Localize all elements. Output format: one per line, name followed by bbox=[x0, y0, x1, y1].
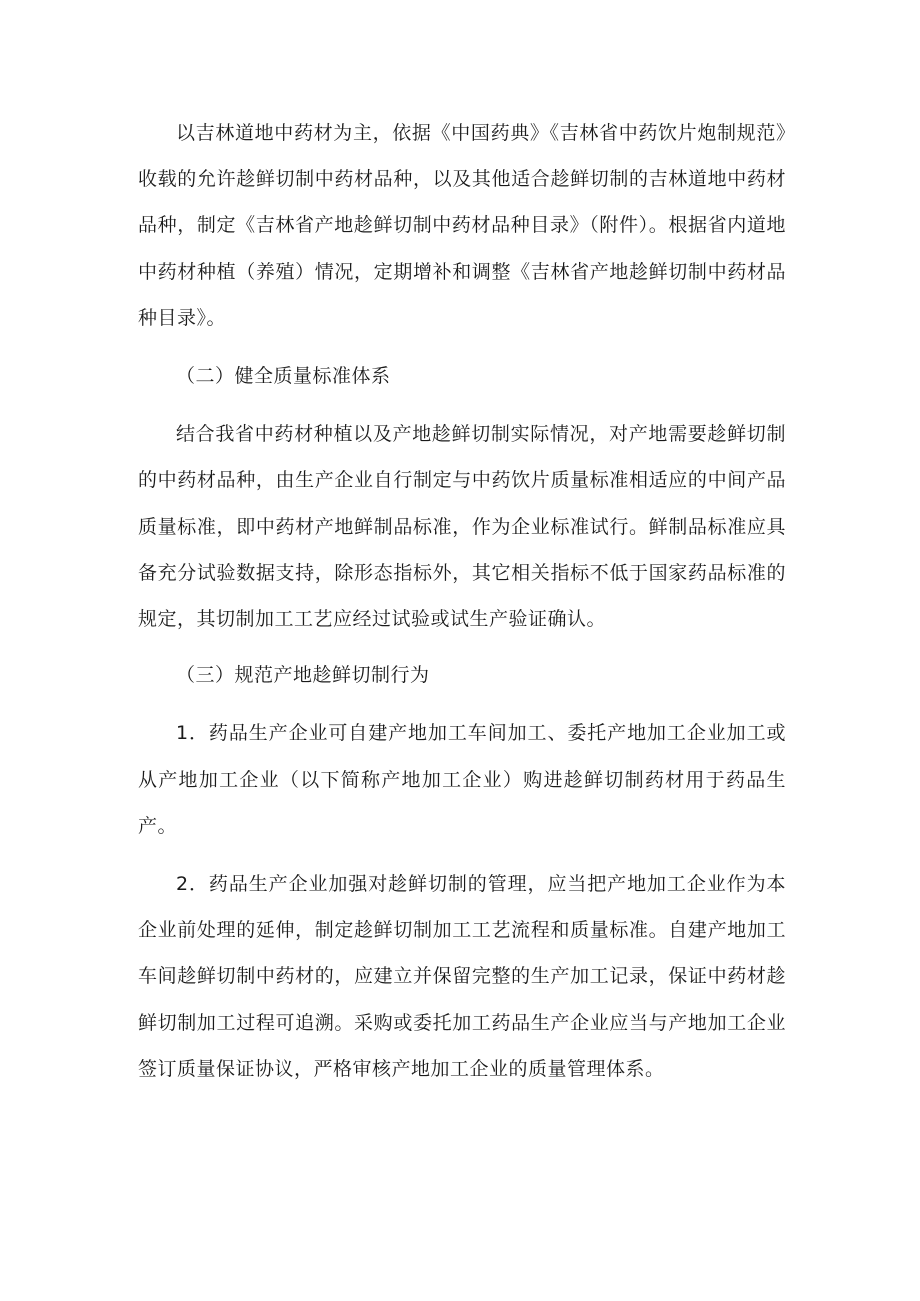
list-item-1: 1．药品生产企业可自建产地加工车间加工、委托产地加工企业加工或从产地加工企业（以下简称产地加工企业）购进趁鲜切制药材用于药品生产。 bbox=[138, 722, 786, 837]
section-heading-quality-standards: （二）健全质量标准体系 bbox=[176, 365, 391, 388]
paragraph-quality-standards: 结合我省中药材种植以及产地趁鲜切制实际情况，对产地需要趁鲜切制的中药材品种，由生产企业自行制定与中药饮片质量标准相适应的中间产品质量标准，即中药材产地鲜制品标准，作为企业标准试行。鲜制品标准应具备充分试验数据支持，除形态指标外，其它相关指标不低于国家药品标准的规定，其切制加工工艺应经过试验或试生产验证确认。 bbox=[138, 423, 786, 631]
list-item-2: 2．药品生产企业加强对趁鲜切制的管理，应当把产地加工企业作为本企业前处理的延伸，制定趁鲜切制加工工艺流程和质量标准。自建产地加工车间趁鲜切制中药材的，应建立并保留完整的生产加工记录，保证中药材趁鲜切制加工过程可追溯。采购或委托加工药品生产企业应当与产地加工企业签订质量保证协议，严格审核产地加工企业的质量管理体系。 bbox=[138, 873, 786, 1080]
section-heading-cutting-behavior: （三）规范产地趁鲜切制行为 bbox=[176, 664, 430, 687]
document-body bbox=[138, 110, 786, 1092]
paragraph-catalog: 以吉林道地中药材为主，依据《中国药典》《吉林省中药饮片炮制规范》收载的允许趁鲜切制中药材品种，以及其他适合趁鲜切制的吉林道地中药材品种，制定《吉林省产地趁鲜切制中药材品种目录》（附件）。根据省内道地中药材种植（养殖）情况，定期增补和调整《吉林省产地趁鲜切制中药材品种目录》。 bbox=[138, 122, 786, 329]
